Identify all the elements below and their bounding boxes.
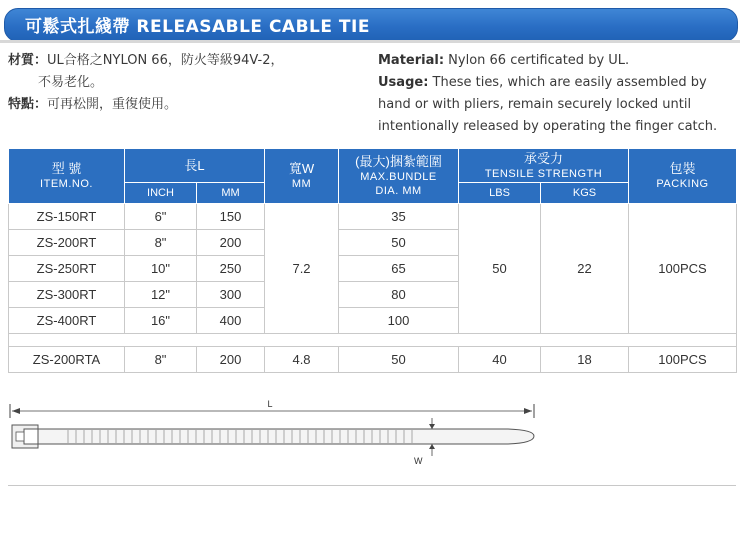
inch-cell: 8" <box>125 347 197 373</box>
tensile-header: 承受力 TENSILE STRENGTH <box>459 149 629 183</box>
kgs-header: KGS <box>541 183 629 204</box>
width-cell: 4.8 <box>265 347 339 373</box>
material-row-cn-2 <box>8 72 368 94</box>
cable-tie-drawing <box>8 400 538 480</box>
item-cell: ZS-300RT <box>9 282 125 308</box>
packing-header: 包裝 PACKING <box>629 149 737 204</box>
bundle-header: (最大)捆紮範圍 MAX.BUNDLE DIA. MM <box>339 149 459 204</box>
mm-cell: 150 <box>197 204 265 230</box>
feature-row-cn <box>8 94 368 116</box>
item-cell: ZS-250RT <box>9 256 125 282</box>
bundle-cell: 80 <box>339 282 459 308</box>
item-cell: ZS-200RT <box>9 230 125 256</box>
bundle-cell: 50 <box>339 230 459 256</box>
length-header: 長L <box>125 149 265 183</box>
item-cell: ZS-400RT <box>9 308 125 334</box>
material-row-en <box>378 50 738 72</box>
inch-cell: 10" <box>125 256 197 282</box>
lbs-header: LBS <box>459 183 541 204</box>
material-label-cn: 材質： <box>8 53 48 68</box>
page-title: 可鬆式扎綫帶 RELEASABLE CABLE TIE <box>25 17 370 37</box>
usage-line-2: hand or with pliers, remain securely locked until <box>378 97 692 112</box>
lbs-cell: 50 <box>459 204 541 334</box>
cable-tie-diagram <box>8 400 538 480</box>
bundle-cell: 35 <box>339 204 459 230</box>
spec-table <box>8 148 737 373</box>
table-row <box>9 347 737 373</box>
usage-line-3: intentionally released by operating the finger catch. <box>378 119 718 134</box>
bundle-cell: 100 <box>339 308 459 334</box>
title-underline <box>0 40 740 43</box>
bundle-cell: 50 <box>339 347 459 373</box>
spec-chinese <box>8 50 368 116</box>
lbs-cell: 40 <box>459 347 541 373</box>
width-label: W <box>414 456 423 466</box>
kgs-cell: 18 <box>541 347 629 373</box>
length-label: L <box>267 400 273 409</box>
inch-cell: 8" <box>125 230 197 256</box>
feature-label-cn: 特點： <box>8 97 48 112</box>
inch-cell: 6" <box>125 204 197 230</box>
item-cell: ZS-200RTA <box>9 347 125 373</box>
inch-cell: 16" <box>125 308 197 334</box>
inch-cell: 12" <box>125 282 197 308</box>
mm-cell: 250 <box>197 256 265 282</box>
mm-cell: 200 <box>197 347 265 373</box>
mm-header: MM <box>197 183 265 204</box>
usage-row-en <box>378 72 738 94</box>
material-value-cn: UL合格之NYLON 66，防火等級94V-2， <box>47 53 284 68</box>
packing-cell: 100PCS <box>629 347 737 373</box>
width-cell: 7.2 <box>265 204 339 334</box>
spec-english <box>378 50 738 138</box>
bottom-divider <box>8 485 736 486</box>
mm-cell: 200 <box>197 230 265 256</box>
usage-label-en: Usage: <box>378 75 429 90</box>
material-value-en: Nylon 66 certificated by UL. <box>444 53 630 68</box>
mm-cell: 400 <box>197 308 265 334</box>
table-row <box>9 204 737 230</box>
feature-value-cn: 可再松開，重復使用。 <box>47 97 178 112</box>
kgs-cell: 22 <box>541 204 629 334</box>
width-header: 寬W MM <box>265 149 339 204</box>
material-value-cn-2: 不易老化。 <box>38 75 104 90</box>
header-row <box>9 149 737 183</box>
material-row-cn <box>8 50 368 72</box>
item-header: 型 號 ITEM.NO. <box>9 149 125 204</box>
material-label-en: Material: <box>378 53 445 68</box>
item-cell: ZS-150RT <box>9 204 125 230</box>
bundle-cell: 65 <box>339 256 459 282</box>
packing-cell: 100PCS <box>629 204 737 334</box>
inch-header: INCH <box>125 183 197 204</box>
title-bar <box>4 8 738 42</box>
mm-cell: 300 <box>197 282 265 308</box>
usage-value-en: These ties, which are easily assembled by <box>428 75 707 90</box>
table-gap <box>9 334 737 347</box>
